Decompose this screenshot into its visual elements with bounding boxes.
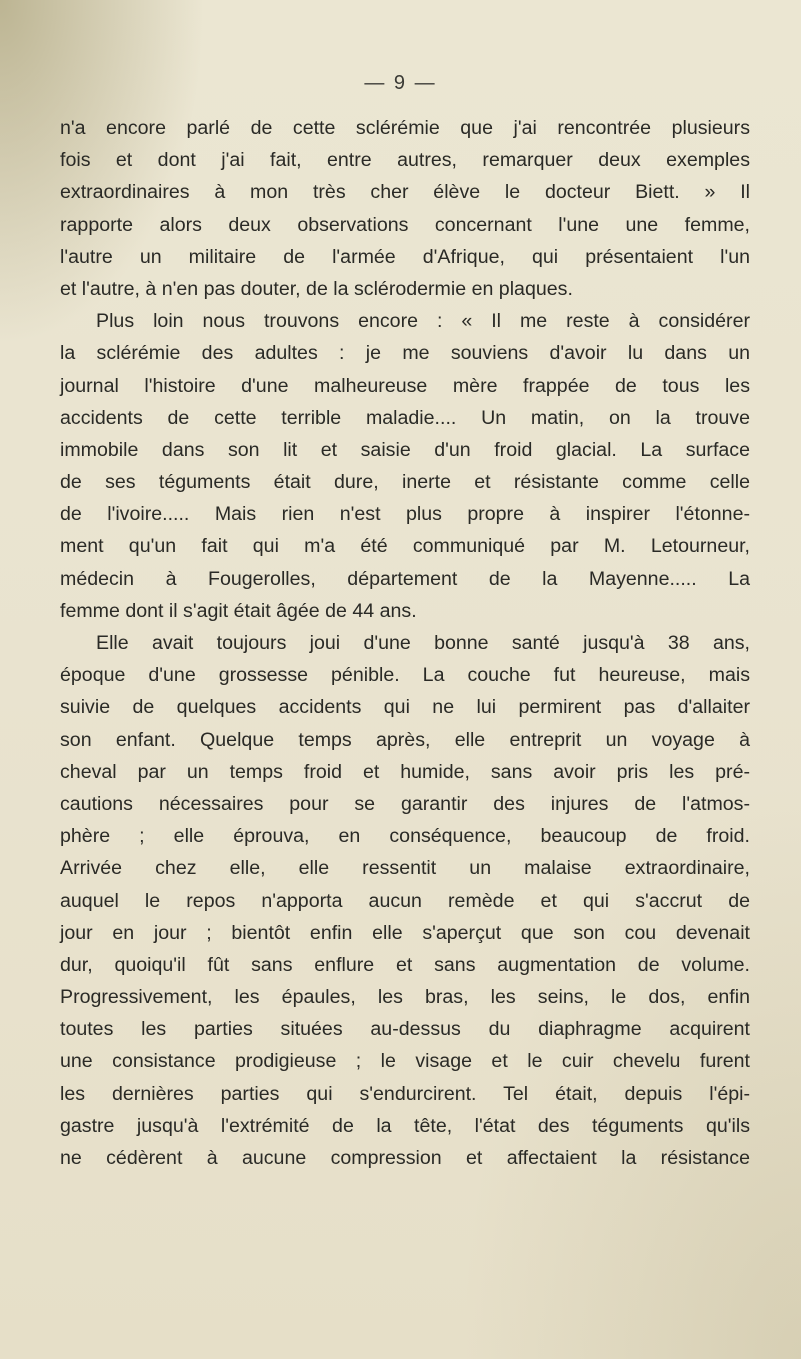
text-line: rapporte alors deux observations concernant l'une une femme,: [60, 213, 750, 236]
text-line: phère ; elle éprouva, en conséquence, beaucoup de froid.: [60, 825, 750, 848]
text-line: époque d'une grossesse pénible. La couche fut heureuse, mais: [60, 664, 750, 687]
text-line: les dernières parties qui s'endurcirent. Tel était, depuis l'épi-: [60, 1082, 750, 1105]
text-line: ne cédèrent à aucune compression et affectaient la résistance: [60, 1147, 750, 1169]
text-line: son enfant. Quelque temps après, elle entreprit un voyage à: [60, 728, 750, 751]
text-line: dur, quoiqu'il fût sans enflure et sans augmentation de volume.: [60, 953, 750, 976]
text-line: suivie de quelques accidents qui ne lui permirent pas d'allaiter: [60, 696, 750, 719]
text-line: de ses téguments était dure, inerte et résistante comme celle: [60, 471, 750, 494]
page-number: — 9 —: [364, 72, 437, 94]
text-line: Progressivement, les épaules, les bras, les seins, le dos, enfin: [60, 986, 750, 1009]
text-line: Plus loin nous trouvons encore : « Il me reste à considérer: [96, 310, 750, 333]
body-text: [60, 112, 750, 1174]
text-line: immobile dans son lit et saisie d'un froid glacial. La surface: [60, 438, 750, 461]
text-line: gastre jusqu'à l'extrémité de la tête, l'état des téguments qu'ils: [60, 1114, 750, 1137]
text-line: femme dont il s'agit était âgée de 44 ans.: [60, 599, 417, 622]
text-line: Arrivée chez elle, elle ressentit un malaise extraordinaire,: [60, 857, 750, 880]
text-line: l'autre un militaire de l'armée d'Afrique, qui présentaient l'un: [60, 245, 750, 268]
text-line: Elle avait toujours joui d'une bonne santé jusqu'à 38 ans,: [96, 632, 750, 654]
text-line: auquel le repos n'apporta aucun remède et qui s'accrut de: [60, 889, 750, 912]
text-line: la sclérémie des adultes : je me souviens d'avoir lu dans un: [60, 342, 750, 365]
text-line: jour en jour ; bientôt enfin elle s'aperçut que son cou devenait: [60, 921, 750, 944]
text-line: médecin à Fougerolles, département de la Mayenne..... La: [60, 567, 750, 590]
text-line: journal l'histoire d'une malheureuse mère frappée de tous les: [60, 374, 750, 397]
text-line: et l'autre, à n'en pas douter, de la sclérodermie en plaques.: [60, 277, 573, 300]
text-line: cautions nécessaires pour se garantir des injures de l'atmos-: [60, 792, 750, 815]
text-line: accidents de cette terrible maladie.... Un matin, on la trouve: [60, 406, 750, 429]
text-line: extraordinaires à mon très cher élève le docteur Biett. » Il: [60, 181, 750, 204]
text-line: n'a encore parlé de cette sclérémie que j'ai rencontrée plusieurs: [60, 117, 750, 139]
text-line: une consistance prodigieuse ; le visage et le cuir chevelu furent: [60, 1050, 750, 1073]
text-line: cheval par un temps froid et humide, sans avoir pris les pré-: [60, 760, 750, 783]
text-line: fois et dont j'ai fait, entre autres, remarquer deux exemples: [60, 149, 750, 172]
text-line: ment qu'un fait qui m'a été communiqué par M. Letourneur,: [60, 535, 750, 558]
text-line: toutes les parties situées au-dessus du diaphragme acquirent: [60, 1018, 750, 1041]
text-line: de l'ivoire..... Mais rien n'est plus propre à inspirer l'étonne-: [60, 503, 750, 526]
